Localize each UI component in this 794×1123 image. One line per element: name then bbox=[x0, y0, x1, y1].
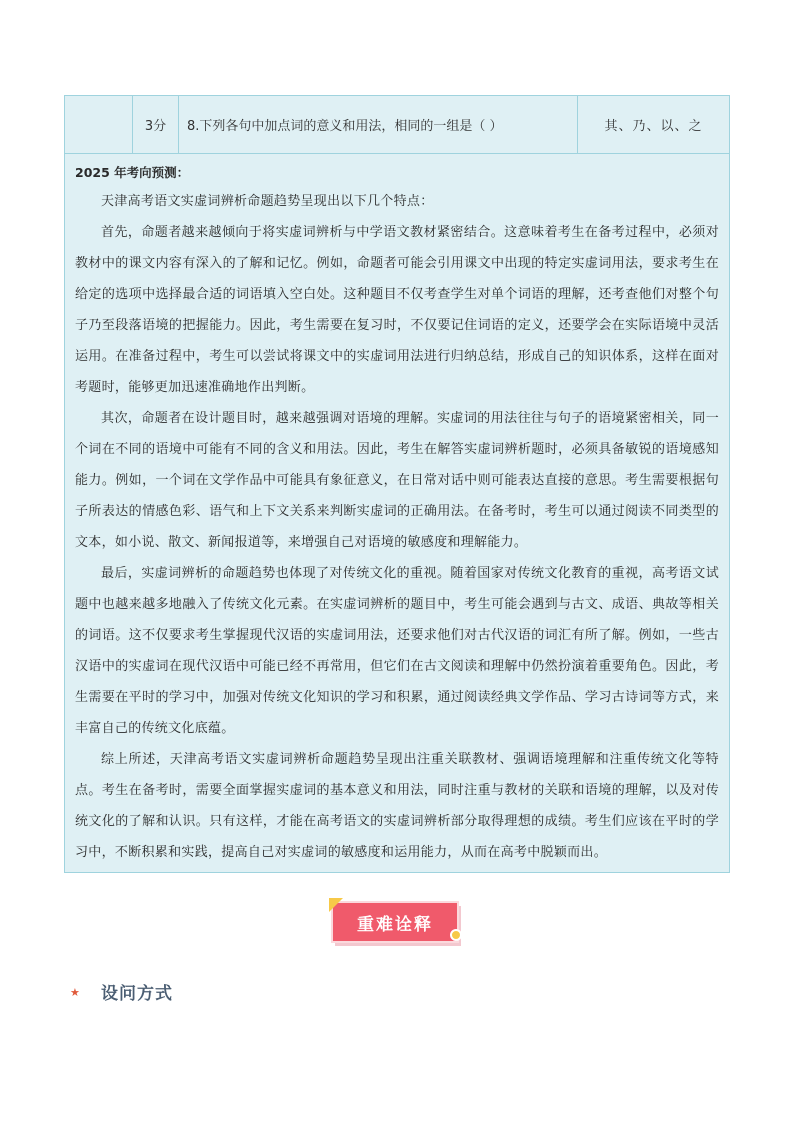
paragraph-intro: 天津高考语文实虚词辨析命题趋势呈现出以下几个特点： bbox=[101, 194, 434, 209]
banner-corner-icon bbox=[329, 898, 343, 912]
star-icon: ★ bbox=[70, 986, 80, 999]
banner-label: 重难诠释 bbox=[331, 901, 459, 943]
paragraph-first: 首先，命题者越来越倾向于将实虚词辨析与中学语文教材紧密结合。这意味着考生在备考过程中，必须对教材中的课文内容有深入的了解和记忆。例如，命题者可能会引用课文中出现的特定实虚词用法，要求考生在给定的选项中选择最合适的词语填入空白处。这种题目不仅考查学生对单个词语的理解，还考查他们对整个句子乃至段落语境的把握能力。因此，考生需要在复习时，不仅要记住词语的定义，还要学会在实际语境中灵活运用。在准备过程中，考生可以尝试将课文中的实虚词用法进行归纳总结，形成自己的知识体系，这样在面对考题时，能够更加迅速准确地作出判断。 bbox=[75, 225, 719, 395]
paragraph-summary: 综上所述，天津高考语文实虚词辨析命题趋势呈现出注重关联教材、强调语境理解和注重传统文化等特点。考生在备考时，需要全面掌握实虚词的基本意义和用法，同时注重与教材的关联和语境的理解，以及对传统文化的了解和认识。只有这样，才能在高考语文的实虚词辨析部分取得理想的成绩。考生们应该在平时的学习中，不断积累和实践，提高自己对实虚词的敏感度和运用能力，从而在高考中脱颖而出。 bbox=[75, 752, 719, 860]
banner-dot-icon bbox=[450, 929, 462, 941]
question-row bbox=[65, 96, 729, 154]
words-cell: 其、乃、以、之 bbox=[604, 119, 703, 134]
blank-cell bbox=[65, 96, 133, 153]
section-title: 设问方式 bbox=[101, 984, 173, 1004]
prediction-title: 2025 年考向预测： bbox=[75, 165, 190, 180]
prediction-section bbox=[65, 154, 729, 872]
question-cell: 8.下列各句中加点词的意义和用法，相同的一组是（ ） bbox=[179, 96, 578, 153]
prediction-table bbox=[64, 95, 730, 873]
score-cell: 3分 bbox=[133, 96, 179, 153]
paragraph-third: 最后，实虚词辨析的命题趋势也体现了对传统文化的重视。随着国家对传统文化教育的重视，高考语文试题中也越来越多地融入了传统文化元素。在实虚词辨析的题目中，考生可能会遇到与古文、成语、典故等相关的词语。这不仅要求考生掌握现代汉语的实虚词用法，还要求他们对古代汉语的词汇有所了解。例如，一些古汉语中的实虚词在现代汉语中可能已经不再常用，但它们在古文阅读和理解中仍然扮演着重要角色。因此，考生需要在平时的学习中，加强对传统文化知识的学习和积累，通过阅读经典文学作品、学习古诗词等方式，来丰富自己的传统文化底蕴。 bbox=[75, 566, 719, 736]
paragraph-second: 其次，命题者在设计题目时，越来越强调对语境的理解。实虚词的用法往往与句子的语境紧密相关，同一个词在不同的语境中可能有不同的含义和用法。因此，考生在解答实虚词辨析题时，必须具备敏锐的语境感知能力。例如，一个词在文学作品中可能具有象征意义，在日常对话中则可能表达直接的意思。考生需要根据句子所表达的情感色彩、语气和上下文关系来判断实虚词的正确用法。在备考时，考生可以通过阅读不同类型的文本，如小说、散文、新闻报道等，来增强自己对语境的敏感度和理解能力。 bbox=[75, 411, 719, 550]
section-banner bbox=[329, 898, 469, 953]
